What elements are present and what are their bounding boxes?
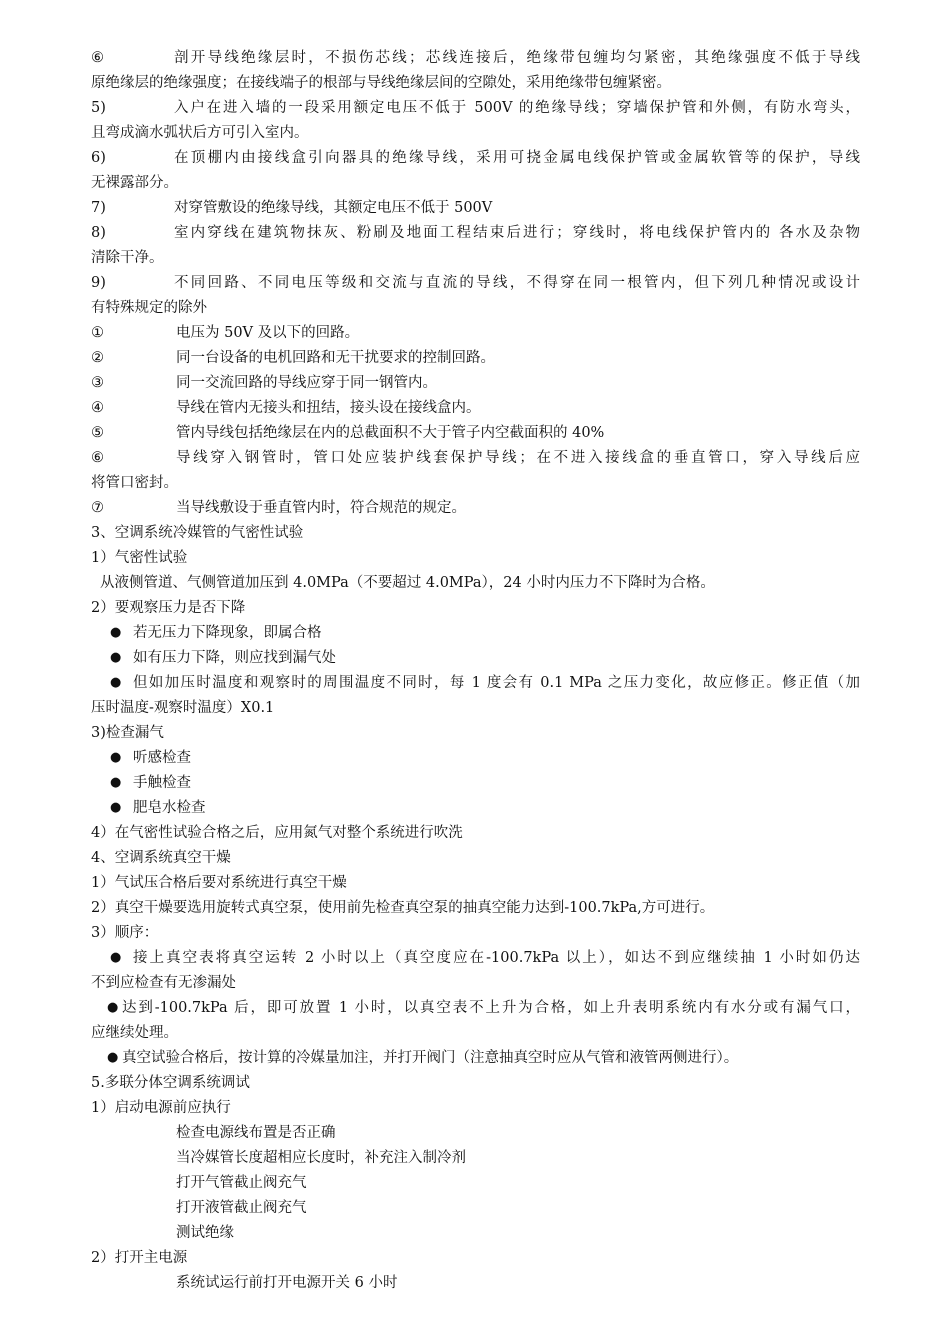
list-item: 打开气管截止阀充气: [176, 1175, 307, 1191]
item-text-cont: 有特殊规定的除外: [91, 300, 207, 316]
item-number: 9): [91, 275, 106, 291]
item-text-cont: 将管口密封。: [91, 475, 178, 491]
item-text: 导线穿入钢管时，管口处应装护线套保护导线；在不进入接线盒的垂直管口，穿入导线后应: [176, 450, 860, 466]
bullet-text: 若无压力下降现象，即属合格: [133, 625, 322, 641]
item-text: 不同回路、不同电压等级和交流与直流的导线，不得穿在同一根管内，但下列几种情况或设计: [174, 275, 860, 291]
item-text: 同一交流回路的导线应穿于同一钢管内。: [176, 375, 437, 391]
item-number: ⑥: [91, 50, 104, 66]
item-number: ③: [91, 375, 104, 391]
item-text: 室内穿线在建筑物抹灰、粉刷及地面工程结束后进行；穿线时，将电线保护管内的 各水及杂物: [174, 225, 860, 241]
item-number: 6): [91, 150, 106, 166]
bullet-icon: ●: [107, 1000, 119, 1015]
item-number: 5): [91, 100, 106, 116]
item-text-cont: 清除干净。: [91, 250, 164, 266]
list-item: 测试绝缘: [176, 1225, 234, 1241]
item-number: ⑤: [91, 425, 104, 441]
section-heading: 3、空调系统冷媒管的气密性试验: [91, 525, 304, 541]
item-number: ④: [91, 400, 104, 416]
bullet-text: 达到-100.7kPa 后，即可放置 1 小时，以真空表不上升为合格，如上升表明系统内有水分或有漏气口，: [122, 1000, 860, 1016]
bullet-text-cont: 不到应检查有无渗漏处: [91, 975, 236, 991]
bullet-icon: ●: [110, 650, 122, 665]
bullet-text: 接上真空表将真空运转 2 小时以上（真空度应在-100.7kPa 以上），如达不到应继续抽 1 小时如仍达: [133, 950, 860, 966]
item-number: ⑦: [91, 500, 104, 516]
item-number: 7): [91, 200, 106, 216]
item-text-cont: 且弯成滴水弧状后方可引入室内。: [91, 125, 309, 141]
bullet-icon: ●: [107, 1050, 119, 1065]
item-text: 同一台设备的电机回路和无干扰要求的控制回路。: [176, 350, 495, 366]
item-number: ②: [91, 350, 104, 366]
paragraph: 从液侧管道、气侧管道加压到 4.0MPa（不要超过 4.0MPa），24 小时内压力不下降时为合格。: [100, 575, 715, 591]
item-text-cont: 无裸露部分。: [91, 175, 178, 191]
bullet-text: 但如加压时温度和观察时的周围温度不同时，每 1 度会有 0.1 MPa 之压力变化，故应修正。修正值（加: [133, 675, 860, 691]
bullet-text-cont: 压时温度-观察时温度）X0.1: [91, 700, 275, 716]
item-text: 对穿管敷设的绝缘导线，其额定电压不低于 500V: [174, 200, 493, 216]
item-text: 剖开导线绝缘层时，不损伤芯线；芯线连接后，绝缘带包缠均匀紧密，其绝缘强度不低于导线: [174, 50, 860, 66]
subsection-heading: 2）要观察压力是否下降: [91, 600, 246, 616]
list-item: 当冷媒管长度超相应长度时，补充注入制冷剂: [176, 1150, 466, 1166]
subsection-heading: 3）顺序：: [91, 925, 159, 941]
item-text: 导线在管内无接头和扭结，接头设在接线盒内。: [176, 400, 481, 416]
paragraph: 2）真空干燥要选用旋转式真空泵，使用前先检查真空泵的抽真空能力达到-100.7kPa,方可进行。: [91, 900, 715, 916]
subsection-heading: 1）气密性试验: [91, 550, 188, 566]
list-item: 打开液管截止阀充气: [176, 1200, 307, 1216]
paragraph: 4）在气密性试验合格之后，应用氮气对整个系统进行吹洗: [91, 825, 463, 841]
bullet-text: 听感检查: [133, 750, 191, 766]
list-item: 系统试运行前打开电源开关 6 小时: [176, 1275, 398, 1291]
bullet-icon: ●: [110, 625, 122, 640]
bullet-icon: ●: [110, 750, 122, 765]
bullet-text: 肥皂水检查: [133, 800, 206, 816]
bullet-icon: ●: [110, 800, 122, 815]
item-text: 在顶棚内由接线盒引向器具的绝缘导线，采用可挠金属电线保护管或金属软管等的保护，导线: [174, 150, 860, 166]
bullet-icon: ●: [110, 775, 122, 790]
item-text: 管内导线包括绝缘层在内的总截面积不大于管子内空截面积的 40%: [176, 425, 605, 441]
bullet-text: 手触检查: [133, 775, 191, 791]
bullet-icon: ●: [110, 950, 122, 965]
item-number: 8): [91, 225, 106, 241]
item-text: 当导线敷设于垂直管内时，符合规范的规定。: [176, 500, 466, 516]
item-text-cont: 原绝缘层的绝缘强度；在接线端子的根部与导线绝缘层间的空隙处，采用绝缘带包缠紧密。: [91, 75, 671, 91]
subsection-heading: 2）打开主电源: [91, 1250, 188, 1266]
section-heading: 4、空调系统真空干燥: [91, 850, 231, 866]
item-number: ①: [91, 325, 104, 341]
subsection-heading: 3)检查漏气: [91, 725, 164, 741]
bullet-text: 真空试验合格后，按计算的冷媒量加注，并打开阀门（注意抽真空时应从气管和液管两侧进行）。: [122, 1050, 739, 1066]
bullet-text-cont: 应继续处理。: [91, 1025, 178, 1041]
subsection-heading: 1）启动电源前应执行: [91, 1100, 231, 1116]
item-text: 入户在进入墙的一段采用额定电压不低于 500V 的绝缘导线；穿墙保护管和外侧，有防水弯头，: [174, 100, 860, 116]
paragraph: 1）气试压合格后要对系统进行真空干燥: [91, 875, 347, 891]
bullet-icon: ●: [110, 675, 122, 690]
item-number: ⑥: [91, 450, 104, 466]
section-heading: 5.多联分体空调系统调试: [91, 1075, 250, 1091]
item-text: 电压为 50V 及以下的回路。: [176, 325, 360, 341]
bullet-text: 如有压力下降，则应找到漏气处: [133, 650, 336, 666]
list-item: 检查电源线布置是否正确: [176, 1125, 336, 1141]
